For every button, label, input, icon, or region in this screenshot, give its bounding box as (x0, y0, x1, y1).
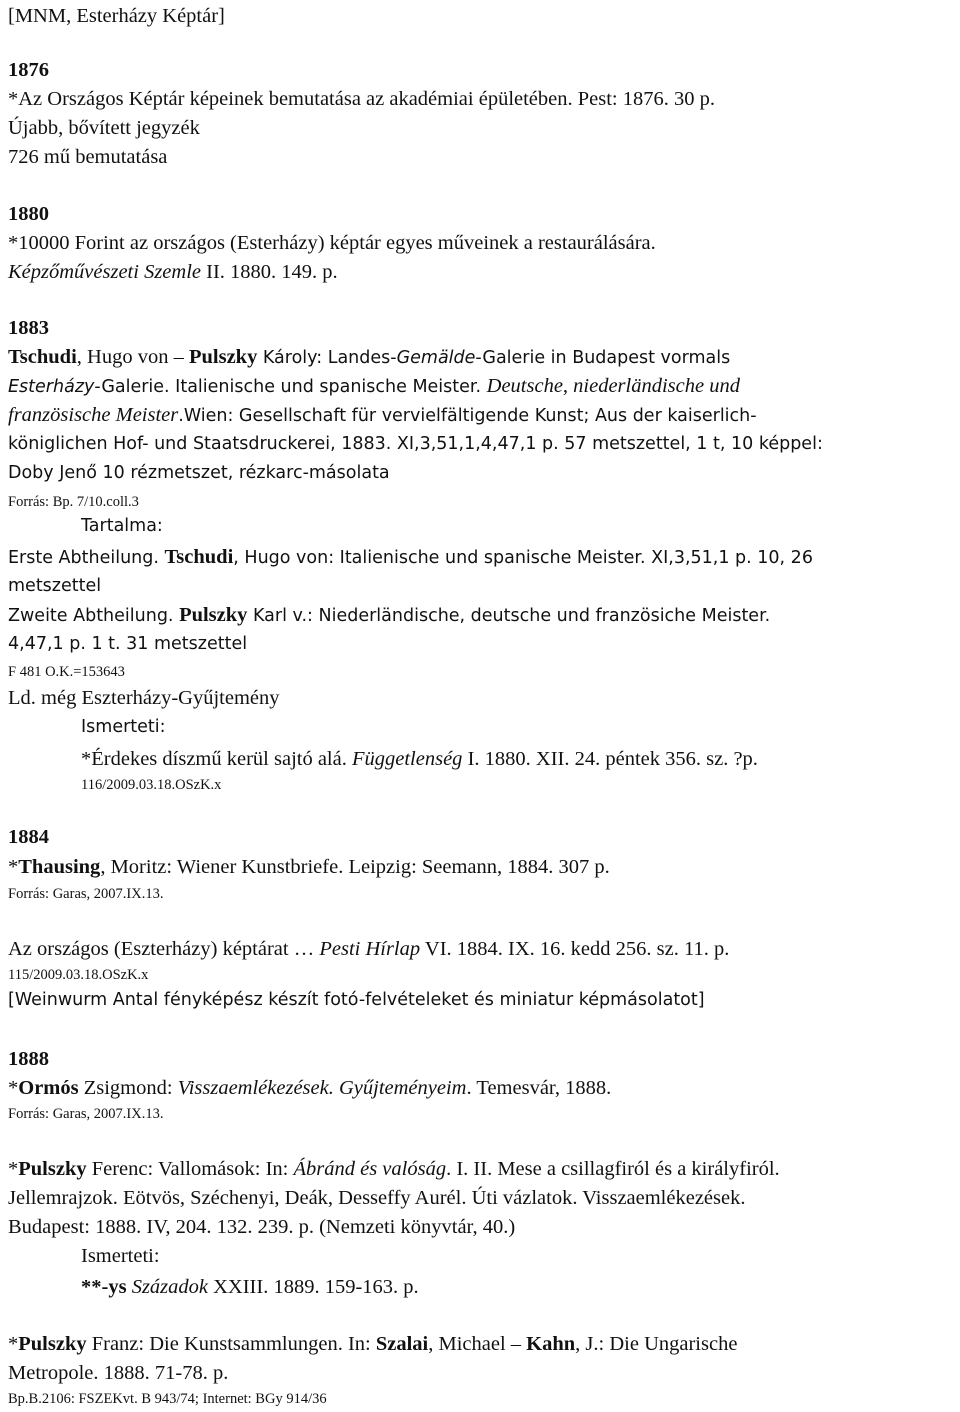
journal-title: Függetlenség (351, 748, 463, 770)
entry-1888-franz-source: Bp.B.2106: FSZEKvt. B 943/74; Internet: BGy 914/36 (8, 1391, 327, 1407)
entry-1888-line-1: *Ormós Zsigmond: Visszaemlékezések. Gyűjteményeim. Temesvár, 1888. (8, 1077, 612, 1099)
author-name: Kahn (526, 1333, 576, 1355)
review-1883-source: 116/2009.03.18.OSzK.x (81, 777, 222, 793)
contents-item-2: Zweite Abtheilung. Pulszky Karl v.: Niederländische, deutsche und französiche Meister. (8, 604, 771, 626)
year-heading-1880: 1880 (8, 203, 49, 225)
contents-item-1-cont: metszettel (8, 576, 102, 596)
author-name: Pulszky (18, 1333, 87, 1355)
journal-title: Századok (131, 1276, 208, 1298)
document-header: [MNM, Esterházy Képtár] (8, 5, 225, 27)
entry-1883-line-2: Esterházy-Galerie. Italienische und spanische Meister. Deutsche, niederländische und (8, 375, 740, 397)
entry-1876-line-2: Újabb, bővített jegyzék (8, 117, 200, 139)
author-name: Szalai (375, 1333, 429, 1355)
entry-1883-line-5: Doby Jenő 10 rézmetszet, rézkarc-másolata (8, 463, 390, 483)
entry-1883-line-1: Tschudi, Hugo von – Pulszky Károly: Landes-Gemälde-Galerie in Budapest vormals (8, 346, 731, 368)
contents-item-1: Erste Abtheilung. Tschudi, Hugo von: Italienische und spanische Meister. XI,3,51,1 p. 10, 26 (8, 546, 813, 568)
review-label-1888: Ismerteti: (81, 1245, 160, 1267)
author-name: Tschudi (8, 346, 77, 368)
review-label: Ismerteti: (81, 717, 166, 737)
journal-title: Képzőművészeti Szemle (8, 261, 201, 283)
entry-1876-line-3: 726 mű bemutatása (8, 146, 168, 168)
year-heading-1888: 1888 (8, 1048, 49, 1070)
entry-1884-line-2-source: 115/2009.03.18.OSzK.x (8, 967, 149, 983)
contents-label: Tartalma: (81, 516, 163, 536)
author-name: Tschudi (164, 546, 234, 568)
year-heading-1884: 1884 (8, 826, 49, 848)
entry-1888-pulszky-line-1: *Pulszky Ferenc: Vallomások: In: Ábránd és valóság. I. II. Mese a csillagfiról és a királyfiról. (8, 1158, 780, 1180)
entry-1876-line-1: *Az Országos Képtár képeinek bemutatása az akadémiai épületében. Pest: 1876. 30 p. (8, 88, 715, 110)
entry-1884-line-2: Az országos (Eszterházy) képtárat … Pesti Hírlap VI. 1884. IX. 16. kedd 256. sz. 11. p. (8, 938, 730, 960)
contents-item-2-cont: 4,47,1 p. 1 t. 31 metszettel (8, 634, 248, 654)
author-name: Pulszky (18, 1158, 87, 1180)
entry-1888-source: Forrás: Garas, 2007.IX.13. (8, 1106, 164, 1122)
shelf-signature: F 481 O.K.=153643 (8, 664, 125, 680)
entry-1880-line-2: Képzőművészeti Szemle II. 1880. 149. p. (8, 261, 338, 283)
entry-1883-line-4: königlichen Hof- und Staatsdruckerei, 1883. XI,3,51,1,4,47,1 p. 57 metszettel, 1 t, 10 képpel: (8, 434, 823, 454)
author-name: Thausing (18, 856, 101, 878)
entry-1883-source: Forrás: Bp. 7/10.coll.3 (8, 494, 139, 510)
entry-1888-pulszky-line-2: Jellemrajzok. Eötvös, Széchenyi, Deák, Desseffy Aurél. Úti vázlatok. Visszaemlékezések. (8, 1187, 746, 1209)
entry-1884-line-3: [Weinwurm Antal fényképész készít fotó-felvételeket és miniatur képmásolatot] (8, 990, 705, 1010)
entry-1888-franz-line-2: Metropole. 1888. 71-78. p. (8, 1362, 229, 1384)
entry-1884-line-1: *Thausing, Moritz: Wiener Kunstbriefe. Leipzig: Seemann, 1884. 307 p. (8, 856, 610, 878)
entry-1884-source: Forrás: Garas, 2007.IX.13. (8, 886, 164, 902)
year-heading-1883: 1883 (8, 317, 49, 339)
author-name: Ormós (18, 1077, 79, 1099)
entry-1880-line-1: *10000 Forint az országos (Esterházy) képtár egyes műveinek a restaurálására. (8, 232, 656, 254)
entry-1888-franz-line-1: *Pulszky Franz: Die Kunstsammlungen. In: Szalai, Michael – Kahn, J.: Die Ungarische (8, 1333, 738, 1355)
entry-1883-line-3: französische Meister.Wien: Gesellschaft für vervielfältigende Kunst; Aus der kaiserlich- (8, 404, 757, 426)
see-also: Ld. még Eszterházy-Gyűjtemény (8, 687, 280, 709)
author-name: Pulszky (188, 346, 258, 368)
year-heading-1876: 1876 (8, 59, 49, 81)
journal-title: Pesti Hírlap (319, 938, 421, 960)
review-1888: **-ys Századok XXIII. 1889. 159-163. p. (81, 1276, 419, 1298)
review-1883: *Érdekes díszmű kerül sajtó alá. Függetlenség I. 1880. XII. 24. péntek 356. sz. ?p. (81, 748, 758, 770)
author-name: Pulszky (179, 604, 248, 626)
entry-1888-pulszky-line-3: Budapest: 1888. IV, 204. 132. 239. p. (Nemzeti könyvtár, 40.) (8, 1216, 516, 1238)
